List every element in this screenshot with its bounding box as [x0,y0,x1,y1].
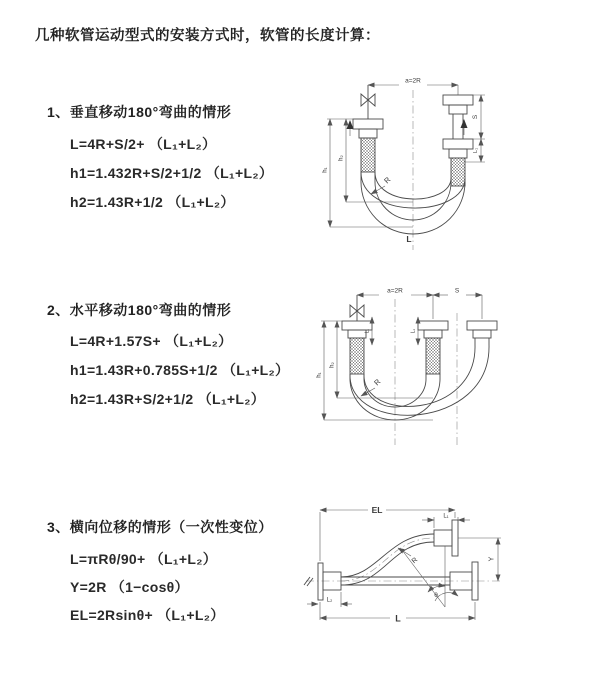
braided-section [426,338,440,374]
movement-direction-arrows [350,120,464,136]
section-1-formula-h1: h1=1.432R+S/2+1/2 （L₁+L₂） [70,165,274,181]
dim-label-h2: h₂ [329,362,336,368]
dim-label-r: R [382,175,393,186]
dim-label-a2r: a=2R [405,77,421,85]
dim-label-y: Y [488,556,496,562]
dim-label-a2r: a=2R [387,287,403,295]
dim-label-l1: L₁ [443,513,449,520]
braided-section [451,158,465,186]
section-2-formula-length: L=4R+1.57S+ （L₁+L₂） [70,333,233,349]
diagram-lateral-displacement [298,500,600,648]
hose-assembly [304,520,478,600]
dim-label-l1: L₁ [410,328,417,334]
dim-label-r: R [410,556,420,566]
dim-label-l: L [395,613,401,624]
dim-label-r: R [372,377,383,388]
dim-label-el: EL [371,505,383,515]
dim-label-s: S [454,287,460,295]
section-2-heading: 2、水平移动180°弯曲的情形 [47,302,232,318]
hose-displaced-wall-top [341,534,434,577]
section-3-formula-el: EL=2Rsinθ+ （L₁+L₂） [70,607,225,623]
dim-label-theta: θ [434,592,438,599]
section-2-formula-h1: h1=1.43R+0.785S+1/2 （L₁+L₂） [70,362,290,378]
dim-label-l: L [406,234,412,244]
dim-label-l2: L₂ [326,597,333,604]
section-3-heading: 3、横向位移的情形（一次性变位） [47,519,273,535]
page-title: 几种软管运动型式的安装方式时，软管的长度计算： [35,28,380,44]
section-3-formula-y: Y=2R （1−cosθ） [70,579,189,595]
dim-label-h2: h₂ [338,155,345,161]
diagram-horizontal-180-bend [313,283,591,455]
braided-section [361,138,375,172]
dim-label-h1: h₁ [322,167,329,173]
section-3-formula-length: L=πRθ/90+ （L₁+L₂） [70,551,218,567]
dimensions [327,85,485,227]
dim-label-l1: L₁ [473,148,479,153]
dim-label-s: S [472,114,479,120]
dim-label-h1: h₁ [316,372,323,378]
section-2-formula-h2: h2=1.43R+S/2+1/2 （L₁+L₂） [70,391,266,407]
section-1-heading: 1、垂直移动180°弯曲的情形 [47,104,232,120]
braided-section [350,338,364,374]
hose-displaced-wall-bottom [341,542,434,585]
section-1-formula-h2: h2=1.43R+1/2 （L₁+L₂） [70,194,235,210]
diagram-vertical-180-bend [313,70,591,258]
axis-break-icon [304,577,313,586]
hose-bend-displaced-outer [350,345,489,415]
dim-label-l1: L₁ [364,328,371,334]
hose-bend-displaced-inner [364,345,475,406]
dimensions [321,295,482,420]
hose-assembly [342,295,497,420]
section-1-formula-length: L=4R+S/2+ （L₁+L₂） [70,136,217,152]
